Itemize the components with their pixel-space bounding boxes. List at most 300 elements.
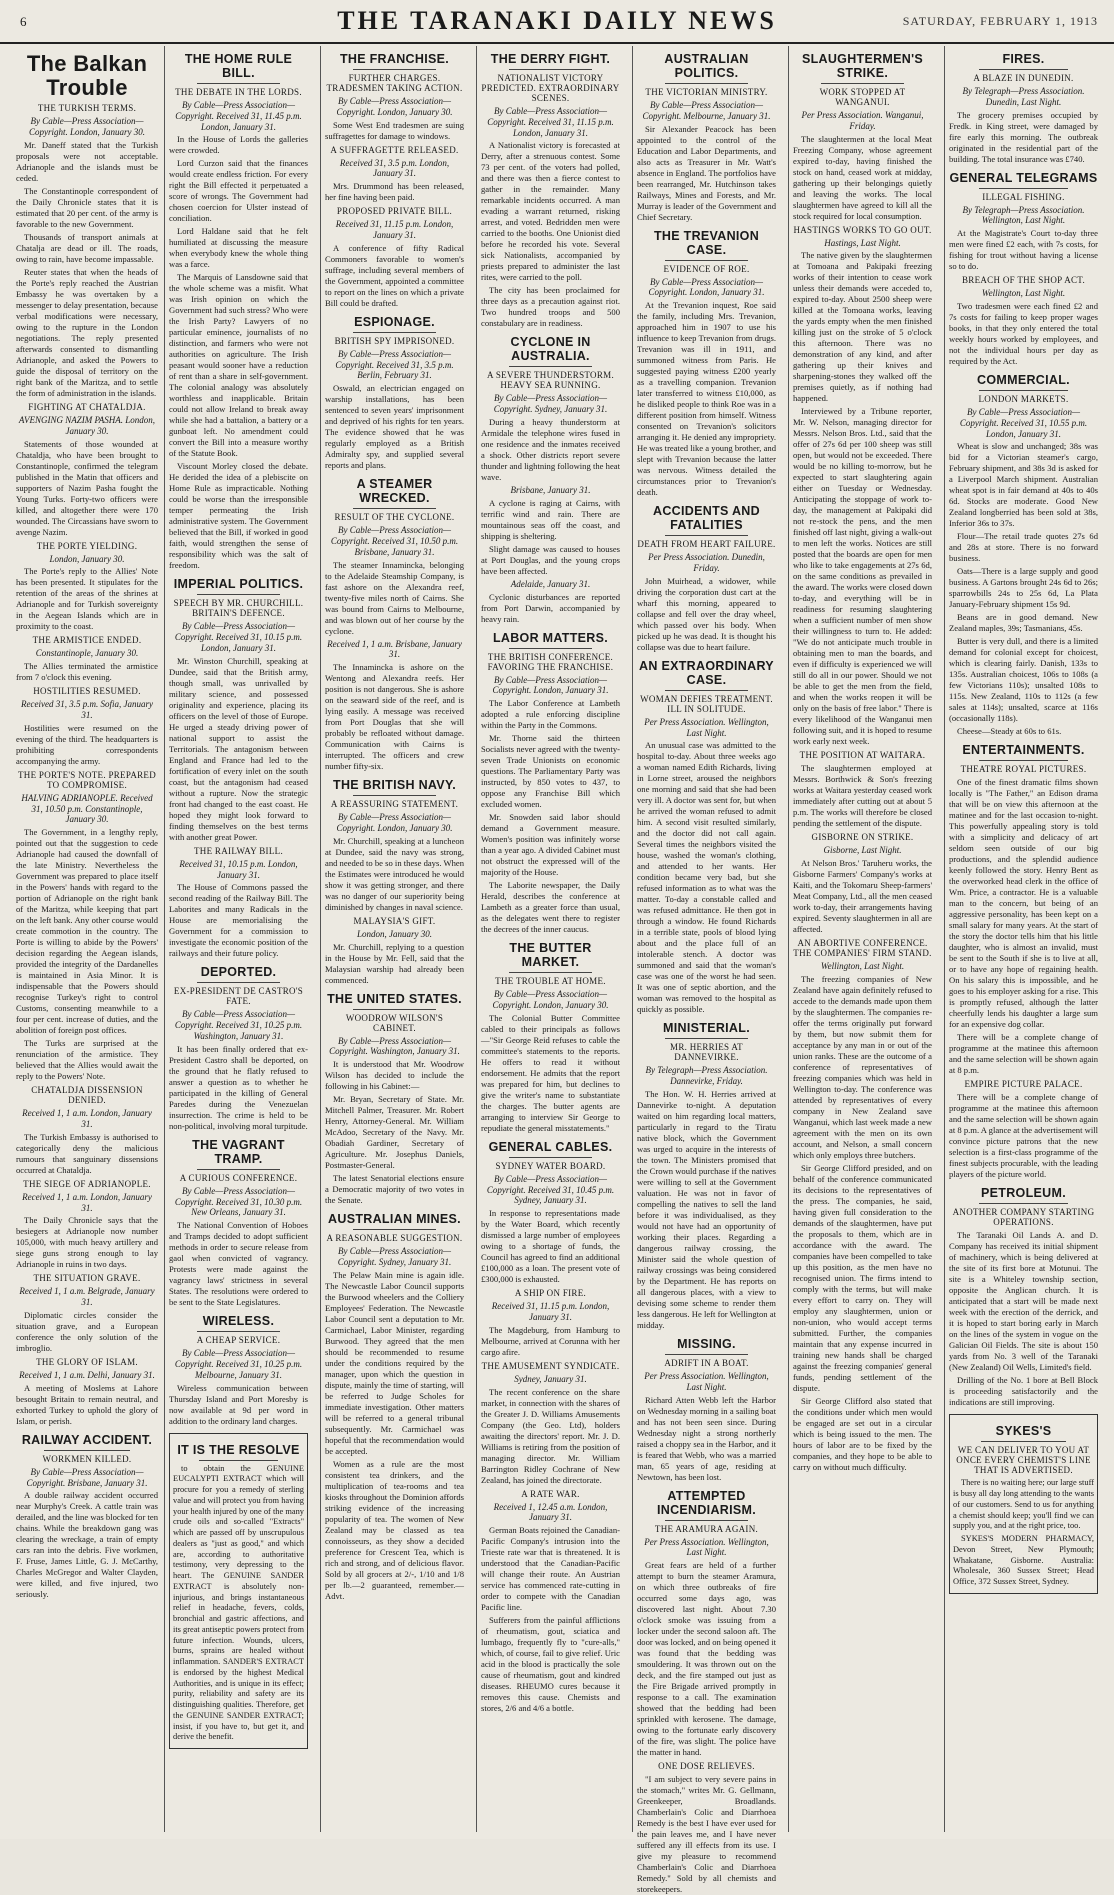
paragraph: SYKES'S MODERN PHARMACY, Devon Street, New Plymouth; Whakatane, Gisborne. Australia: Wholesale, 360 Sussex Street; Head Office, 372 Sussex Street, Sydney. [953,1534,1094,1587]
subheadline: WOMAN DEFIES TREATMENT. ILL IN SOLITUDE. [640,693,773,714]
subheadline: GISBORNE ON STRIKE. [811,832,914,843]
headline-rule [509,366,592,367]
paragraph: There will be a complete change of programme at the matinee this afternoon and the same selection will be shown again at 8 p.m. [949,1032,1098,1076]
headline-rule [665,1520,748,1521]
headline-rule [981,1441,1066,1442]
headline: PETROLEUM. [981,1186,1066,1201]
article [637,1337,776,1483]
subheadline: WORK STOPPED AT WANGANUI. [819,87,906,107]
headline-rule [665,260,748,261]
paragraph: Mr. Churchill, speaking at a luncheon at Dundee, said the navy was strong, and needed to be so in these days. When the Estimates were introduced he would show it was getting stronger, and there was no danger of our superiority being diminished by changes in naval science. [325,835,464,912]
article-body [169,1383,308,1427]
article-body [637,300,776,498]
dateline: By Cable—Press Association—Copyright. Received 31, 10.30 p.m. New Orleans, January 31. [174,1185,303,1218]
newspaper-title: THE TARANAKI DAILY NEWS [337,6,777,35]
article-body [953,1478,1094,1588]
headline-rule [197,982,280,983]
article-body [949,110,1098,165]
headline-rule [979,760,1068,761]
article-body [16,140,158,399]
dateline: By Cable—Press Association—Copyright. Received 31, 11.45 p.m. London, January 31. [175,100,302,132]
paragraph: The Taranaki Oil Lands A. and D. Company has received its initial shipment of machinery, which is being delivered at the site of its first bore at Motunui. The site is a Whiteley township section, opposite the Anglican church. It is anticipated that a start will be made next week with the erection of the derrick, and it is hoped to start boring early in March on the lines of the system in vogue on the Galician Oil Fields. The site is about 150 yards from No. 3 well of the Taranaki (New Zealand) Oil Wells, Limited's field. [949,1230,1098,1373]
article-body [325,560,464,637]
article-body [16,439,158,538]
issue-date: SATURDAY, FEBRUARY 1, 1913 [902,14,1098,28]
paragraph: The Colonial Butter Committee cabled to their principals as follows—"Sir George Reid refuses to cable the committee's statements to the reports. He offers to read it without endorsement. He admits that the report was prepared for him, but declines to give the writer's name to substantiate the charges. The butter agents are arranging to interview Sir George to repudiate the general misstatements." [481,1012,620,1133]
paragraph: Great fears are held of a further attempt to burn the steamer Aramura, on which three outbreaks of fire occurred some days ago, was discovered last night. About 7.30 o'clock smoke was issuing from a locker under the second saloon aft. The door was locked, and on being opened it was found that the bedding was smouldering. It was thrown out on the deck, and the fire stamped out just as the Fire Brigade arrived promptly in response to a call. The examination showed that the bedding had been sprinkled with kerosene. The damage, owing to the fortunate early discovery of the fire, was slight. The police have the matter in hand. [637,1560,776,1758]
paragraph: Lord Curzon said that the finances would create endless friction. For every right the Bill effected it perpetuated a score of wrongs. The Government had chosen coercion for Ulster instead of conciliation. [169,158,308,224]
headline: SYKES'S [995,1424,1052,1439]
article-body [16,1310,158,1354]
column-7 [944,46,1102,1832]
article-body [793,250,932,747]
headline: THE DERRY FIGHT. [490,52,611,66]
article-body [325,383,464,471]
article-body [481,1387,620,1486]
article-body [481,1525,620,1714]
article-body [325,662,464,772]
paragraph: Hostilities were resumed on the evening of the third. The headquarters is prohibiting correspondents accompanying the army. [16,722,158,766]
headline: RAILWAY ACCIDENT. [21,1432,153,1447]
headline: ACCIDENTS AND FATALITIES [653,504,760,533]
dateline: Received 31, 3.5 p.m. Sofia, January 31. [21,699,153,720]
article [637,504,776,653]
page-number: 6 [20,14,27,29]
article-body [169,134,308,571]
paragraph: Wheat is slow and unchanged; 38s was bid for a Victorian steamer's cargo, February shipment, and 38s 3d is asked for a Liverpool March shipment. Australian wheat spot is in fair demand at 40s to 40s 6d. Stocks are moderate. Good New Zealand longberried has been sold at 38s, Inferior 36s to 37s. [949,441,1098,529]
article [637,659,776,1016]
subheadline: THE ARMISTICE ENDED. [32,635,142,646]
subheadline: A RATE WAR. [521,1488,580,1499]
paragraph: Lord Haldane said that he felt humiliated at discussing the measure when everybody knew the whole thing was a farce. [169,226,308,270]
paragraph: Oswald, an electrician engaged on warship installations, has been sentenced to seven years' imprisonment and deprived of his rights for ten years. The evidence showed that he was regularly employed as a British Admiralty spy, and supplied several reports and plans. [325,383,464,471]
headline: LABOR MATTERS. [492,630,609,645]
paragraph: Mr. Snowden said labor should demand a Government measure. Women's position was infinitely worse than a year ago. A divided Cabinet must not obstruct the expressed will of the majority of the House. [481,812,620,878]
headline-rule [979,188,1068,189]
article [325,52,464,309]
subheadline: THE POSITION AT WAITARA. [799,750,926,761]
paragraph: Mr. Churchill, replying to a question in the House by Mr. Fell, said that the Malaysian warship had already been commenced. [325,941,464,985]
paragraph: The slaughtermen employed at Messrs. Borthwick & Son's freezing works at Waitara yesterday ceased work immediately after cutting out at about 5 p.m. The works will therefore be closed pending the settlement of the dispute. [793,763,932,829]
subheadline: THE TROUBLE AT HOME. [495,976,606,987]
headline-rule [353,795,436,796]
paragraph: There will be a complete change of programme at the matinee this afternoon and the same selection will be shown again at 8 p.m. A glance at the advertisement will convince picture patrons that the new selection is a first-class programme of the finest subjects procurable, with the leading players of the picture world. [949,1092,1098,1180]
paragraph: The National Convention of Hoboes and Tramps decided to adopt sufficient methods in order to secure release from gaol when convicted of vagrancy. Protests were made against the vagrancy laws' strictness in several States. The resolutions were ordered to be sent to the State Legislatures. [169,1220,308,1308]
paragraph: Beans are in good demand. New Zealand maples, 39s; Tasmanians, 45s. [949,612,1098,634]
dateline: By Cable—Press Association—Copyright. London, January 30. [336,812,453,833]
paragraph: Two tradesmen were each fined £2 and 7s costs for failing to keep proper wages books, in that they only entered the total weekly hours worked by employees, and not the individual hours per day as required by the Act. [949,300,1098,366]
paragraph: Mr. Thorne said the thirteen Socialists never agreed with the twenty-seven Trade Unionists on economic questions. The Parliamentary Party was instructed, by 850 votes to 437, to oppose any Franchise Bill which excluded women. [481,733,620,810]
headline-rule [509,648,592,649]
article [169,965,308,1131]
subheadline: MR. HERRIES AT DANNEVIRKE. [670,1042,743,1063]
paragraph: Mr. Winston Churchill, speaking at Dundee, said that the British army, though small, was unrivalled by military science, and possessed originality and experience, placing its officers on the level of those of Europe. He urged a steady driving power of national support to assist the Territorials. The antagonism between England and France had led to the fortification of every inlet on the south coast, but the antagonism had ceased without a rupture. Now the strategic front had changed to the east coast. He hoped they might look forward to finding themselves on the best terms with another great Power. [169,655,308,842]
article [325,477,464,772]
paragraph: "I am subject to very severe pains in the stomach," writes Mr. G. Gellmann, Greenkeeper, Broadlands. Chamberlain's Colic and Diarrhoea Remedy is the best I have ever used for the pain leaves me, and I have never suffered any ill effects from its use. I give my pleasure to recommend Chamberlain's Colic and Diarrhoea Remedy." Sold by all chemists and storekeepers. [637,1774,776,1895]
paragraph: Women as a rule are the most consistent tea drinkers, and the multiplication of tea-rooms and tea kiosks throughout the Dominion affords striking evidence of the increasing popularity of tea. The women of New Zealand may be classed as tea connoisseurs, as they show a decided preference for Crescent Tea, which is rich and strong, and of delicious flavor. Sold by all grocers at 2/-, 1/10 and 1/8 per lb.—2 guaranteed, remember.—Advt. [325,1458,464,1601]
article-body [949,228,1098,272]
article-body [325,181,464,203]
subheadline: THE PORTE YIELDING. [36,540,138,551]
paragraph: John Muirhead, a widower, while driving the corporation dust cart at the wharf this morning, appeared to collapse and fell over the dray wheel, which passed over his body. When picked up he was dead. It is thought his collapse was due to heart failure. [637,575,776,652]
dateline: By Cable—Press Association—Copyright. Received 31, 10.55 p.m. London, January 31. [959,406,1088,439]
subheadline: WE CAN DELIVER TO YOU AT ONCE EVERY CHEMIST'S LINE THAT IS ADVERTISED. [956,1445,1091,1476]
headline: WIRELESS. [202,1314,275,1329]
dateline: By Cable—Press Association—Copyright. Received 31, 10.25 p.m. Melbourne, January 31. [174,1348,303,1380]
masthead [0,0,1114,44]
dateline: Received 31, 11.15 p.m. London, January 31. [335,219,454,240]
column-3 [320,46,468,1832]
dateline: London, January 30. [357,928,432,939]
article-body [16,1383,158,1427]
headline-rule [821,83,904,84]
column-6 [788,46,936,1832]
article-body [949,301,1098,367]
paragraph: Mrs. Drummond has been released, her fine having been paid. [325,181,464,203]
subheadline: AN ABORTIVE CONFERENCE. THE COMPANIES' FIRM STAND. [793,938,932,959]
dateline: By Cable—Press Association—Copyright. Brisbane, January 31. [26,1466,148,1488]
headline-rule [353,332,436,333]
headline: MISSING. [677,1336,736,1351]
paragraph: Cheese—Steady at 60s to 61s. [957,726,1062,737]
paragraph: At the Magistrate's Court to-day three men were fined £2 each, with 7s costs, for fishing for trout without having a license so to do. [949,228,1098,272]
paragraph: The Pelaw Main mine is again idle. The Newcastle Labor Council supports the Burwood wheelers and the Colliery Employees' Federation. The Newcastle Labor Council sent a deputation to Mr. Carmichael, Labor Minister, regarding Burwood. They agreed that the men should be recommended to resume under the conditions required by the manager, upon which the question in dispute, mainly the time of starting, will be referred to Judge Scholes for immediate investigation. Other matters will be referred to a general tribunal subsequently. Mr. Carmichael was hopeful that the recommendation would be accepted. [325,1269,464,1456]
article-body [949,777,1098,1076]
article-body [481,140,620,329]
subheadline: A BLAZE IN DUNEDIN. [973,73,1074,83]
dateline: By Cable—Press Association—Copyright. Received 31, 3.5 p.m. Berlin, February 31. [335,348,454,381]
paragraph: Sufferers from the painful afflictions of rheumatism, gout, sciatica and lumbago, frequently fly to "cure-alls," which, of course, fail to give relief. Uric acid in the blood is practically the sole cause of rheumatism, gout and kindred diseases. RHEUMO cures because it removes this cause. Chemists and stores, 2/6 and 4/6 a bottle. [481,1615,620,1714]
headline: THE FRANCHISE. [339,52,450,66]
subheadline: THE RAILWAY BILL. [193,845,283,856]
dateline: Constantinople, January 30. [35,648,139,659]
paragraph: Mr. Bryan, Secretary of State. Mr. Mitchell Palmer, Treasurer. Mr. Robert Henry, Attorney-General. Mr. William McAdoo, Secretary of the Navy. Mr. Obadiah Gardiner, Secretary of Agriculture. Mr. Josephus Daniels, Postmaster-General. [325,1094,464,1171]
subheadline: EVIDENCE OF ROE. [663,263,750,274]
subheadline: A REASSURING STATEMENT. [330,799,459,810]
subheadline: THE SIEGE OF ADRIANOPLE. [23,1178,151,1189]
dateline: AVENGING NAZIM PASHA. London, January 30. [18,414,156,436]
dateline: By Cable—Press Association—Copyright. London, January 31. [648,276,765,298]
article [169,577,308,959]
headline-rule [199,1460,278,1461]
dateline: By Cable—Press Association—Copyright. Washington, January 31. [329,1035,460,1057]
headline: THE VAGRANT TRAMP. [192,1137,285,1166]
headline: THE UNITED STATES. [327,991,462,1006]
subheadline: THE PORTE'S NOTE. PREPARED TO COMPROMISE. [17,769,157,790]
dateline: Received 1, 12.45 a.m. London, January 31. [493,1501,608,1523]
subheadline: THE AMUSEMENT SYNDICATE. [481,1360,620,1371]
headline: IT IS THE RESOLVE [177,1442,300,1457]
dateline: Received 1, 1 a.m. London, January 31. [22,1191,152,1213]
dateline: By Cable—Press Association—Copyright. London, January 31. [492,674,609,696]
article-body [169,882,308,959]
paragraph: The Government, in a lengthy reply, pointed out that the suggestion to cede Adrianople had caused the downfall of the late Ministry. Nevertheless the Government was prepared to place itself in the Powers' hands with regard to the portion of Adrianople on the right bank of the Maritza, while keeping that part on the left bank. Any other course would create commotion in the country. The Porte is willing to abide by the Powers' decision regarding the Aegean islands, provided the integrity of the Dardanelles is maintained in Asia Minor. It is indispensable that the Powers should recognise Turkey's right to control Customs, consenting meanwhile to a four per cent. increase of duties, and the abolition of foreign post offices. [16,827,158,1036]
column-5 [632,46,780,1895]
headline-rule [353,69,436,70]
headline-rule [509,1157,592,1158]
article [16,1433,158,1601]
paragraph: The recent conference on the share market, in connection with the shares of the Greater J. D. Williams Amusements Company (the Geo. Ltd), holders awaiting the directors' report. Mr. J. D. Williams is retiring from the position of managing director. Mr. William Barrington Ridley Cochrane of New Zealand, has joined the directorate. [481,1386,620,1485]
paragraph: Cyclonic disturbances are reported from Port Darwin, accompanied by heavy rain. [481,591,620,624]
headline: ESPIONAGE. [354,314,435,329]
headline: DEPORTED. [200,965,277,980]
article [949,1186,1098,1408]
headline: GENERAL TELEGRAMS [949,170,1098,185]
subheadline: HOSTILITIES RESUMED. [33,686,141,697]
article-body [169,1220,308,1308]
dateline: By Cable—Press Association—Copyright. Melbourne, January 31. [642,100,771,121]
headline: ATTEMPTED INCENDIARISM. [656,1488,757,1517]
article-body [637,124,776,223]
article-body [637,740,776,1015]
dateline: Per Press Association. Wellington, Last Night. [644,716,769,738]
article-body [16,1215,158,1270]
headline-rule [197,83,280,84]
article [481,941,620,1134]
headline-rule [353,508,436,509]
article-body [793,134,932,222]
subheadline: THE GLORY OF ISLAM. [36,1356,138,1367]
dateline: By Cable—Press Association—Copyright. London, January 30. [336,96,453,117]
paragraph: A cyclone is raging at Cairns, with terrific wind and rain. There are mountainous seas off the coast, and shipping is sheltering. [481,497,620,541]
article-body [949,1230,1098,1408]
paragraph: There is no waiting here; our large stuff is busy all day long attending to the wants of our customers. Send to us for anything a chemist should keep; you'll find we can supply you, and at the right price, too. [953,1478,1094,1531]
dateline: Sydney, January 31. [514,1373,587,1384]
paragraph: At Nelson Bros.' Taruheru works, the Gisborne Farmers' Company's works at Kaiti, and the Tokomaru Sheep-farmers' Meat Company, Ltd., all the men ceased work to-day, their arrangements having expired. Seventy slaughtermen in all are affected. [793,858,932,935]
column-1 [12,46,162,1832]
subheadline: EMPIRE PICTURE PALACE. [964,1079,1083,1090]
dateline: By Telegraph—Press Association. Dannevirke, Friday. [645,1065,768,1087]
paragraph: Flour—The retail trade quotes 27s 6d and 28s at store. There is no forward business. [949,531,1098,564]
subheadline: ADRIFT IN A BOAT. [664,1357,749,1368]
article-body [949,441,1098,737]
dateline: By Cable—Press Association—Copyright. London, January 30. [492,989,609,1010]
article [325,1212,464,1602]
headline-rule [353,1009,436,1010]
dateline: Per Press Association. Wellington, Last Night. [644,1370,769,1392]
subheadline: FIGHTING AT CHATALDJA. [28,401,146,412]
paragraph: The Constantinople correspondent of the Daily Chronicle states that it is estimated that 20 per cent. of the army is favorable to the new Government. [16,185,158,229]
headline-rule [197,594,280,595]
article-body [793,763,932,829]
paragraph: The slaughtermen at the local Meat Freezing Company, whose agreement expired to-day, having finished the stock on hand, ceased work at midday, gathering up their belongings quietly and leaving the works. The local slaughtermen have agreed to kill all the stock required for local consumption. [793,133,932,221]
paragraph: The Turks are surprised at the renunciation of the armistice. They believed that the Allies would await the reply to the Powers' Note. [16,1038,158,1082]
article-body [637,1395,776,1483]
dateline: London, January 30. [49,553,125,564]
article-body [16,661,158,683]
paragraph: Reuter states that when the heads of the Porte's reply reached the Austrian Embassy he was overtaken by a messenger to delay presentation, because verbal modifications were necessary, owing to the rupture in the London negotiations. The reply presented afterwards consented to dismantling Adrianople, and asked the Powers to guide the disposal of territory on the right bank of the Maritza, and to settle the form of administration in the islands. [16,266,158,398]
dateline: By Cable—Press Association—Copyright. Sydney, January 31. [337,1246,452,1267]
article-body [325,243,464,309]
headline: A STEAMER WRECKED. [356,477,433,506]
subheadline: EX-PRESIDENT DE CASTRO'S FATE. [173,986,304,1007]
paragraph: Wireless communication between Thursday Island and Port Moresby is now available at 9d per word in addition to the ordinary land charges. [169,1382,308,1426]
paragraph: to obtain the GENUINE EUCALYPTI EXTRACT which will procure for you a remedy of sterling value and will protect you from having your health injured by one of the many crude oils and so-called "Extracts" which are passed off by unscrupulous dealers as "just as good," and which are, according to authoritative testimony, very depressing to the heart. The GENUINE SANDER EXTRACT is absolutely non-injurious, and brings instantaneous relief in headache, fevers, colds, bronchial and gastric affections, and its great antiseptic powers protect from future infection. Wounds, ulcers, burns, sprains are healed without inflammation. SANDER'S EXTRACT is endorsed by the highest Medical Authorities, and is unique in its effect; purity, reliability and safety are its distinguishing qualities. Therefore, get the GENUINE SANDER EXTRACT; insist, if you have to, but get it, and derive the benefit. [173,1463,304,1742]
columns-container [12,46,1102,1895]
subheadline: BREACH OF THE SHOP ACT. [961,275,1085,286]
article-body [16,1132,158,1176]
headline: MINISTERIAL. [663,1021,750,1036]
dateline: Received 1, 1 a.m. Brisbane, January 31. [327,638,462,660]
dateline: By Cable—Press Association—Copyright. Received 31, 10.15 p.m. London, January 31. [174,621,303,653]
dateline: By Telegraph—Press Association. Dunedin, Last Night. [962,86,1085,107]
paragraph: Mr. Daneff stated that the Turkish proposals were not acceptable. Adrianople and the islands must be ceded. [16,139,158,183]
column-2 [164,46,312,1832]
paragraph: In the House of Lords the galleries were crowded. [169,134,308,156]
article [949,373,1098,737]
headline: GENERAL CABLES. [488,1139,613,1154]
paragraph: Butter is very dull, and there is a limited demand for colonial except for choicest, which is clearing fairly. Danish, 133s to 135s. Australian choicest, 106s to 108s (a few Victorians 110s); unsalted 108s to 115s. New Zealand, 110s to 112s (a few sales at 114s); unsalted, scarce at 116s (occasionally 118s). [949,636,1098,724]
article-body [325,120,464,142]
headline: AN EXTRAORDINARY CASE. [639,658,774,687]
article-body [481,1208,620,1285]
subheadline: CHATALDJA DISSENSION DENIED. [31,1085,143,1106]
paragraph: The Allies terminated the armistice from 7 o'clock this evening. [16,661,158,683]
paragraph: Viscount Morley closed the debate. He derided the idea of a plebiscite on Home Rule as impracticable. Nothing could be worse than the irresponsible temper permeating the Irish administrative system. The Government believed that the Bill, if worked in good faith, would strengthen the sense of responsibility which was the salt of freedom. [169,461,308,571]
subheadline: A SHIP ON FIRE. [514,1288,587,1299]
article-body [481,698,620,935]
subheadline: SPEECH BY MR. CHURCHILL. BRITAIN'S DEFENCE. [173,598,304,619]
dateline: Brisbane, January 31. [510,484,591,495]
article [325,778,464,985]
dateline: Received 1, 1 a.m. London, January 31. [22,1108,152,1129]
paragraph: The city has been proclaimed for three days as a precaution against riot. Two hundred troops and 500 constabulary are in readiness. [481,285,620,329]
subheadline: WOODROW WILSON'S CABINET. [345,1012,444,1033]
article [481,1140,620,1714]
subheadline: SYDNEY WATER BOARD. [495,1160,606,1171]
paragraph: Thousands of transport animals at Chatalja are dead or ill. The roads, owing to rain, have become impassable. [16,231,158,264]
article-body [637,1560,776,1758]
dateline: Per Press Association. Dunedin, Friday. [648,552,765,573]
headline: COMMERCIAL. [977,372,1070,387]
dateline: Wellington, Last Night. [820,961,905,972]
paragraph: A meeting of Moslems at Lahore besought Britain to remain neutral, and exhorted Turkey to uphold the glory of Islam, or perish. [16,1382,158,1426]
dateline: Received 1, 1 a.m. Delhi, January 31. [19,1369,155,1380]
article-body [481,498,620,577]
dateline: Per Press Association. Wellington, Last Night. [644,1536,769,1558]
headline: FIRES. [1002,52,1045,66]
paragraph: Interviewed by a Tribune reporter, Mr. W. Nelson, managing director for Messrs. Nelson Bros. Ltd., said that the offer of 27s 6d per 100 sheep was still open, but would not be exceeded. There would be no killing to-morrow, but he expected to start slaughtering again either on Tuesday or Wednesday. Anticipating the stoppage of work to-day, the management at Pakipaki did not re-stock the pens, and the men finished off last night, giving a walk-out to men left the works. Notices are still posted that the boards are open for men who like to take engagements at 27s 6d, on the same conditions as prevailed in the award. The works were closed down to-day, and everything will be in readiness for resuming slaughtering when a sufficient number of men show their willingness to turn to. He added: "We do not anticipate much trouble in obtaining men to man the boards, and even if difficulty is experienced we will still do all in our power. Should we not be able to get the men from the field, and when the works reopen it will be only on the basis of free labor." There is every likelihood of the Wanganui men following suit, and it is hoped to resume work early next week. [793,406,932,747]
subheadline: ONE DOSE RELIEVES. [658,1761,755,1772]
paragraph: Slight damage was caused to houses at Port Douglas, and the young crops have been affected. [481,543,620,576]
article-body [325,1270,464,1602]
dateline: Received 31, 10.15 p.m. London, January 31. [179,858,298,880]
headline-rule [665,1038,748,1039]
article-body [325,1059,464,1206]
dateline: By Cable—Press Association—Copyright. Sydney, January 31. [493,393,608,415]
headline-rule [353,1229,436,1230]
subheadline: FURTHER CHARGES. TRADESMEN TAKING ACTION. [326,73,463,93]
dateline: By Telegraph—Press Association. Wellington, Last Night. [962,204,1085,226]
headline-rule [44,1450,129,1451]
article-body [169,656,308,843]
article [169,52,308,571]
paragraph: One of the finest dramatic films shown locally is "The Father," an Edison drama that will be on view this afternoon at the matinee and for the last occasion to-night. This powerfully appealing story is told with a simplicity and delicacy of art seldom seen outside of our big productions, and the splendid audience keenly followed the story. Henry Bent as the overworked head clerk in the office of Wm. Price, a contractor. He is a valuable man to the concern, but being of an aggressive personality, has been kept on a small salary for many years. At the start of the story the doctor tells him that his little daughter, who is almost an invalid, must be sent to the South if she is to live at all, or to have any hope of regaining health. On his salary this is impossible, and he goes to his employer asking for a rise. This is promptly refused, although the latter cheerfully lends his daughter a large sum for an expensive dog collar. [949,777,1098,1030]
paragraph: The Magdeburg, from Hamburg to Melbourne, arrived at Corunna with her cargo afire. [481,1324,620,1357]
article-body [481,417,620,483]
headline: IMPERIAL POLITICS. [173,577,304,592]
headline: ENTERTAINMENTS. [962,743,1085,758]
paragraph: A conference of fifty Radical Commoners favorable to women's suffrage, including several members of the Government, appointed a committee to report on the lines on which a private Bill could be drafted. [325,242,464,308]
paragraph: Sir Alexander Peacock has been appointed to the control of the Education and Labor Departments, and also acts as Treasurer in Mr. Watt's absence in England. The portfolios have been rearranged, Mr. Hutchinson takes Railways, Mines and Forests, and Mr. Murray is leader of the Government and Chief Secretary. [637,123,776,222]
paragraph: A Nationalist victory is forecasted at Derry, after a strenuous contest. Some 73 per cent. of the voters had polled, and there was then a fierce contest to gather in the remainder. Many remarkable incidents occurred. A man evading a warrant returned, risking arrest, and voted. Bedridden men were carried to the booths. One Unionist died before he recorded his vote. Several sick Nationalists, accompanied by priests prepared to administer the last rites, were carried to the poll. [481,140,620,283]
headline-rule [509,69,592,70]
dateline: Adelaide, January 31. [510,578,591,589]
paragraph: The latest Senatorial elections ensure a Democratic majority of two votes in the Senate. [325,1173,464,1206]
paragraph: Sir George Clifford presided, and on behalf of the conference communicated its decisions to the representatives of the press. The companies, he said, having given full consideration to the demands of the slaughtermen, have put the proposals to them, which are in accordance with the award. The companies have been compelled to take up this position, as the men have no recognised union. The firms intend to comply with the terms, but will make every effort to carry on. They will employ any slaughtermen, union or non-union, who would accept terms submitted. Further, the companies maintain that any expense incurred in training new hands shall be charged against the freezing companies' general funds, pending settlement of the dispute. [793,1162,932,1393]
subheadline: HASTINGS WORKS TO GO OUT. [793,224,932,235]
paragraph: The Hon. W. H. Herries arrived at Dannevirke to-night. A deputation waited on him regarding local matters, particularly in regard to the Tiratu native block, which the Government was urged to acquire in the interests of the town. The Ministers promised that the Crown would purchase if the natives were willing to sell at the Government valuation. He was not in favor of compelling the natives to sell the land before it was individualised, as they would not have had an opportunity of working their places. Regarding a dangerous railway crossing, the Minister said the whole question of railway crossings was being considered by the Department. He has reports on all dangerous places, with a view to devising some scheme to render them less dangerous. He left for Wellington at midday. [637,1088,776,1330]
article-body [481,1325,620,1358]
article-body [637,1089,776,1331]
headline-rule [665,690,748,691]
paragraph: Diplomatic circles consider the situation grave, and a European conference the only solution of the imbroglio. [16,1309,158,1353]
article [637,229,776,499]
article [949,52,1098,165]
subheadline: MALAYSIA'S GIFT. [353,915,436,926]
subheadline: WORKMEN KILLED. [42,1453,132,1464]
subheadline: PROPOSED PRIVATE BILL. [336,206,453,217]
article [325,992,464,1207]
article-body [16,1490,158,1600]
dateline: By Cable—Press Association—Copyright. Received 31, 11.15 p.m. London, January 31. [487,106,614,138]
paragraph: The native given by the slaughtermen at Tomoana and Pakipaki freezing works of their intention to cease work unless their demands were acceded to, expired to-day. About 2500 sheep were killed at the Tomoana works, leaving the yards empty when the men finished killing just on the stroke of 5 o'clock this afternoon. There was no demonstration of any kind, and after gathering up their knives and sharpening-stones they walked off the premises quietly, as if nothing had happened. [793,250,932,404]
article [481,335,620,624]
subheadline: RESULT OF THE CYCLONE. [334,512,455,523]
article [16,52,158,1427]
dateline: By Cable—Press Association—Copyright. Received 31, 10.50 p.m. Brisbane, January 31. [330,525,459,557]
paragraph: The Marquis of Lansdowne said that the whole scheme was a misfit. What was Irish opinion on which the Government had such stress? Who were the Irish Party? Lawyers of no particular eminence, journalists of no distinction, and farmers who were not authorities on agriculture. The Irish peasant would sooner have a reduction of rent than a share in self-government. The colonial analogy was absolutely worthless and inapplicable. Britain could not allow Ireland to break away while she had a battalion, a battery or a gunboat left. No amendment could convert the Bill into a measure worthy of the Statute Book. [169,272,308,459]
headline: AUSTRALIAN POLITICS. [664,52,749,80]
paragraph: It is understood that Mr. Woodrow Wilson has decided to include the following in his Cabinet:— [325,1059,464,1092]
article-body [325,942,464,986]
paragraph: An unusual case was admitted to the hospital to-day. About three weeks ago a woman named Edith Richards, living in Lorne street, aroused the neighbors one morning and said that she had been very ill. A doctor was sent for, but when he arrived the woman refused to admit him. A second visit resulted similarly, and the doctor did not call again. Several times the neighbors visited the house, washed the woman's clothing, and attended to her wants. Her condition became very bad, but she refused information as to what was the matter. To-day a constable called and was refused admittance. He then got in through a window. He found Richards in a terrible state, pools of blood lying about and the place full of an intolerable stench. A doctor was summoned and said that the woman's case was one of the worst he had seen. It was one of septic abortion, and the woman was removed to the hospital as quickly as possible. [637,740,776,1015]
subheadline: BRITISH SPY IMPRISONED. [334,335,455,346]
headline: THE BRITISH NAVY. [333,778,456,793]
headline-rule [197,1169,280,1170]
paragraph: Richard Atten Webb left the Harbor on Wednesday morning in a sailing boat and has not been seen since. During Wednesday night a strong northerly raised a choppy sea in the Harbor, and it is feared that Webb, who was a married man, 65 years of age, residing at Newtown, has been lost. [637,1394,776,1482]
paragraph: The freezing companies of New Zealand have again definitely refused to accede to the demands made upon them by the slaughtermen. The companies re-offer the terms originally put forward by them, but now submit them for acceptance by any man in or out of the union ranks. These are the outcome of a conference of representatives of freezing companies which was held in Wellington to-day. The conference was attended by representatives of every company in New Zealand save Wanganui, which last week made a new agreement with the men on its own account, and Nelson, a small concern which only employs three butchers. [793,973,932,1160]
paragraph: The Turkish Embassy is authorised to categorically deny the malicious rumours that sanguinary dissensions occurred at Chataldja. [16,1131,158,1175]
article [949,743,1098,1180]
article [637,1021,776,1331]
dateline: Per Press Association. Wanganui, Friday. [801,110,924,131]
headline-rule [197,1331,280,1332]
subheadline: ILLEGAL FISHING. [982,191,1065,202]
paragraph: At the Trevanion inquest, Roe said the family, including Mrs. Trevanion, approached him in 1907 to use his influence to keep Trevanion from drugs. Trevanion was ill in 1911, and summoned witness from Paris. He suggested paying witness £200 yearly as a travelling companion. Trevanion later transferred to witness £10,000, as he disliked people to think Roe was in a different position from himself. Witness consented on Trevanion's solicitors arranging it. He denied any impropriety. He was treated like a young brother, and slept with Trevanion because the latter was nervous. Witness detailed the circumstances prior to Trevanion's death. [637,300,777,498]
article [793,52,932,1473]
article-body [637,576,776,653]
paragraph: In response to representations made by the Water Board, which recently dismissed a large number of employees owing to a shortage of funds, the Council has agreed to find an additional £100,000 as a loan. The present vote of £300,000 is exhausted. [481,1208,620,1285]
article-body [169,1044,308,1132]
subheadline: THE ARAMURA AGAIN. [654,1523,759,1534]
article-body [16,723,158,767]
paragraph: Drilling of the No. 1 bore at Bell Block is proceeding satisfactorily and the indications are still improving. [949,1375,1098,1408]
article [169,1314,308,1426]
advertisement [949,1414,1098,1594]
headline: THE HOME RULE BILL. [184,52,293,80]
article [325,315,464,471]
subheadline: THE VICTORIAN MINISTRY. [645,87,768,97]
headline: CYCLONE IN AUSTRALIA. [510,335,591,364]
headline: AUSTRALIAN MINES. [328,1212,461,1227]
article [481,631,620,936]
paragraph: The Daily Chronicle says that the besiegers at Adrianople now number 105,000, with much heavy artillery and siege guns strong enough to lay Adrianople in ruins in two days. [16,1215,158,1270]
subheadline: A CHEAP SERVICE. [196,1335,281,1346]
article [169,1138,308,1308]
dateline: By Cable—Press Association—Copyright. Received 31, 10.45 p.m. Sydney, January 31. [486,1173,615,1206]
article-body [481,592,620,625]
